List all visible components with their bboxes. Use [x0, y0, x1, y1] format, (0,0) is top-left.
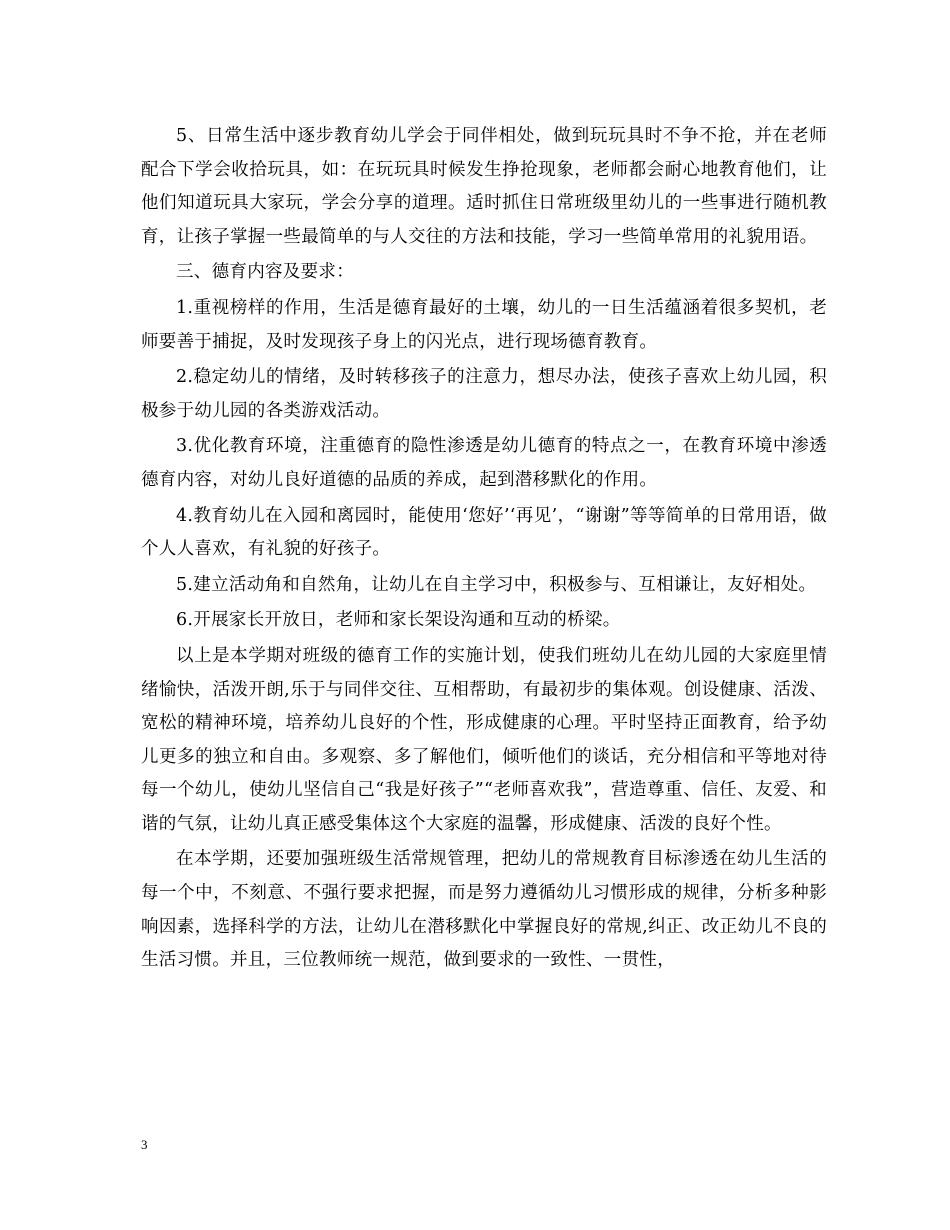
paragraph-item-1: 1.重视榜样的作用，生活是德育最好的土壤，幼儿的一日生活蕴涵着很多契机，老师要善于捕捉，及时发现孩子身上的闪光点，进行现场德育教育。 — [141, 297, 827, 352]
paragraph-item-4: 4.教育幼儿在入园和离园时，能使用‘您好’‘再见’，“谢谢”等等简单的日常用语，做个人人喜欢，有礼貌的好孩子。 — [141, 505, 827, 560]
paragraph-item-5: 5.建立活动角和自然角，让幼儿在自主学习中，积极参与、互相谦让，友好相处。 — [176, 574, 817, 595]
document-body — [141, 120, 827, 980]
paragraph-summary: 以上是本学期对班级的德育工作的实施计划，使我们班幼儿在幼儿园的大家庭里情绪愉快，活泼开朗,乐于与同伴交往、互相帮助，有最初步的集体观。创设健康、活泼、宽松的精神环境，培养幼儿良好的个性，形成健康的心理。平时坚持正面教育，给予幼儿更多的独立和自由。多观察、多了解他们，倾听他们的谈话，充分相信和平等地对待每一个幼儿，使幼儿坚信自己“我是好孩子”“老师喜欢我”，营造尊重、信任、友爱、和谐的气氛，让幼儿真正感受集体这个大家庭的温馨，形成健康、活泼的良好个性。 — [141, 645, 827, 834]
paragraph-routine: 在本学期，还要加强班级生活常规管理，把幼儿的常规教育目标渗透在幼儿生活的每一个中，不刻意、不强行要求把握，而是努力遵循幼儿习惯形成的规律，分析多种影响因素，选择科学的方法，让幼儿在潜移默化中掌握良好的常规,纠正、改正幼儿不良的生活习惯。并且，三位教师统一规范，做到要求的一致性、一贯性， — [141, 849, 827, 971]
paragraph-item-3: 3.优化教育环境，注重德育的隐性渗透是幼儿德育的特点之一，在教育环境中渗透德育内容，对幼儿良好道德的品质的养成，起到潜移默化的作用。 — [141, 436, 827, 490]
section-heading: 三、德育内容及要求： — [176, 262, 354, 283]
paragraph-1: 5、日常生活中逐步教育幼儿学会于同伴相处，做到玩玩具时不争不抢，并在老师配合下学会收拾玩具，如：在玩玩具时候发生挣抢现象，老师都会耐心地教育他们，让他们知道玩具大家玩，学会分享的道理。适时抓住日常班级里幼儿的一些事进行随机教育，让孩子掌握一些最简单的与人交往的方法和技能，学习一些简单常用的礼貌用语。 — [141, 126, 827, 247]
paragraph-item-2: 2.稳定幼儿的情绪，及时转移孩子的注意力，想尽办法，使孩子喜欢上幼儿园，积极参于幼儿园的各类游戏活动。 — [141, 367, 827, 421]
page-number: 3 — [141, 1137, 148, 1152]
paragraph-item-6: 6.开展家长开放日，老师和家长架设沟通和互动的桥梁。 — [176, 610, 621, 631]
